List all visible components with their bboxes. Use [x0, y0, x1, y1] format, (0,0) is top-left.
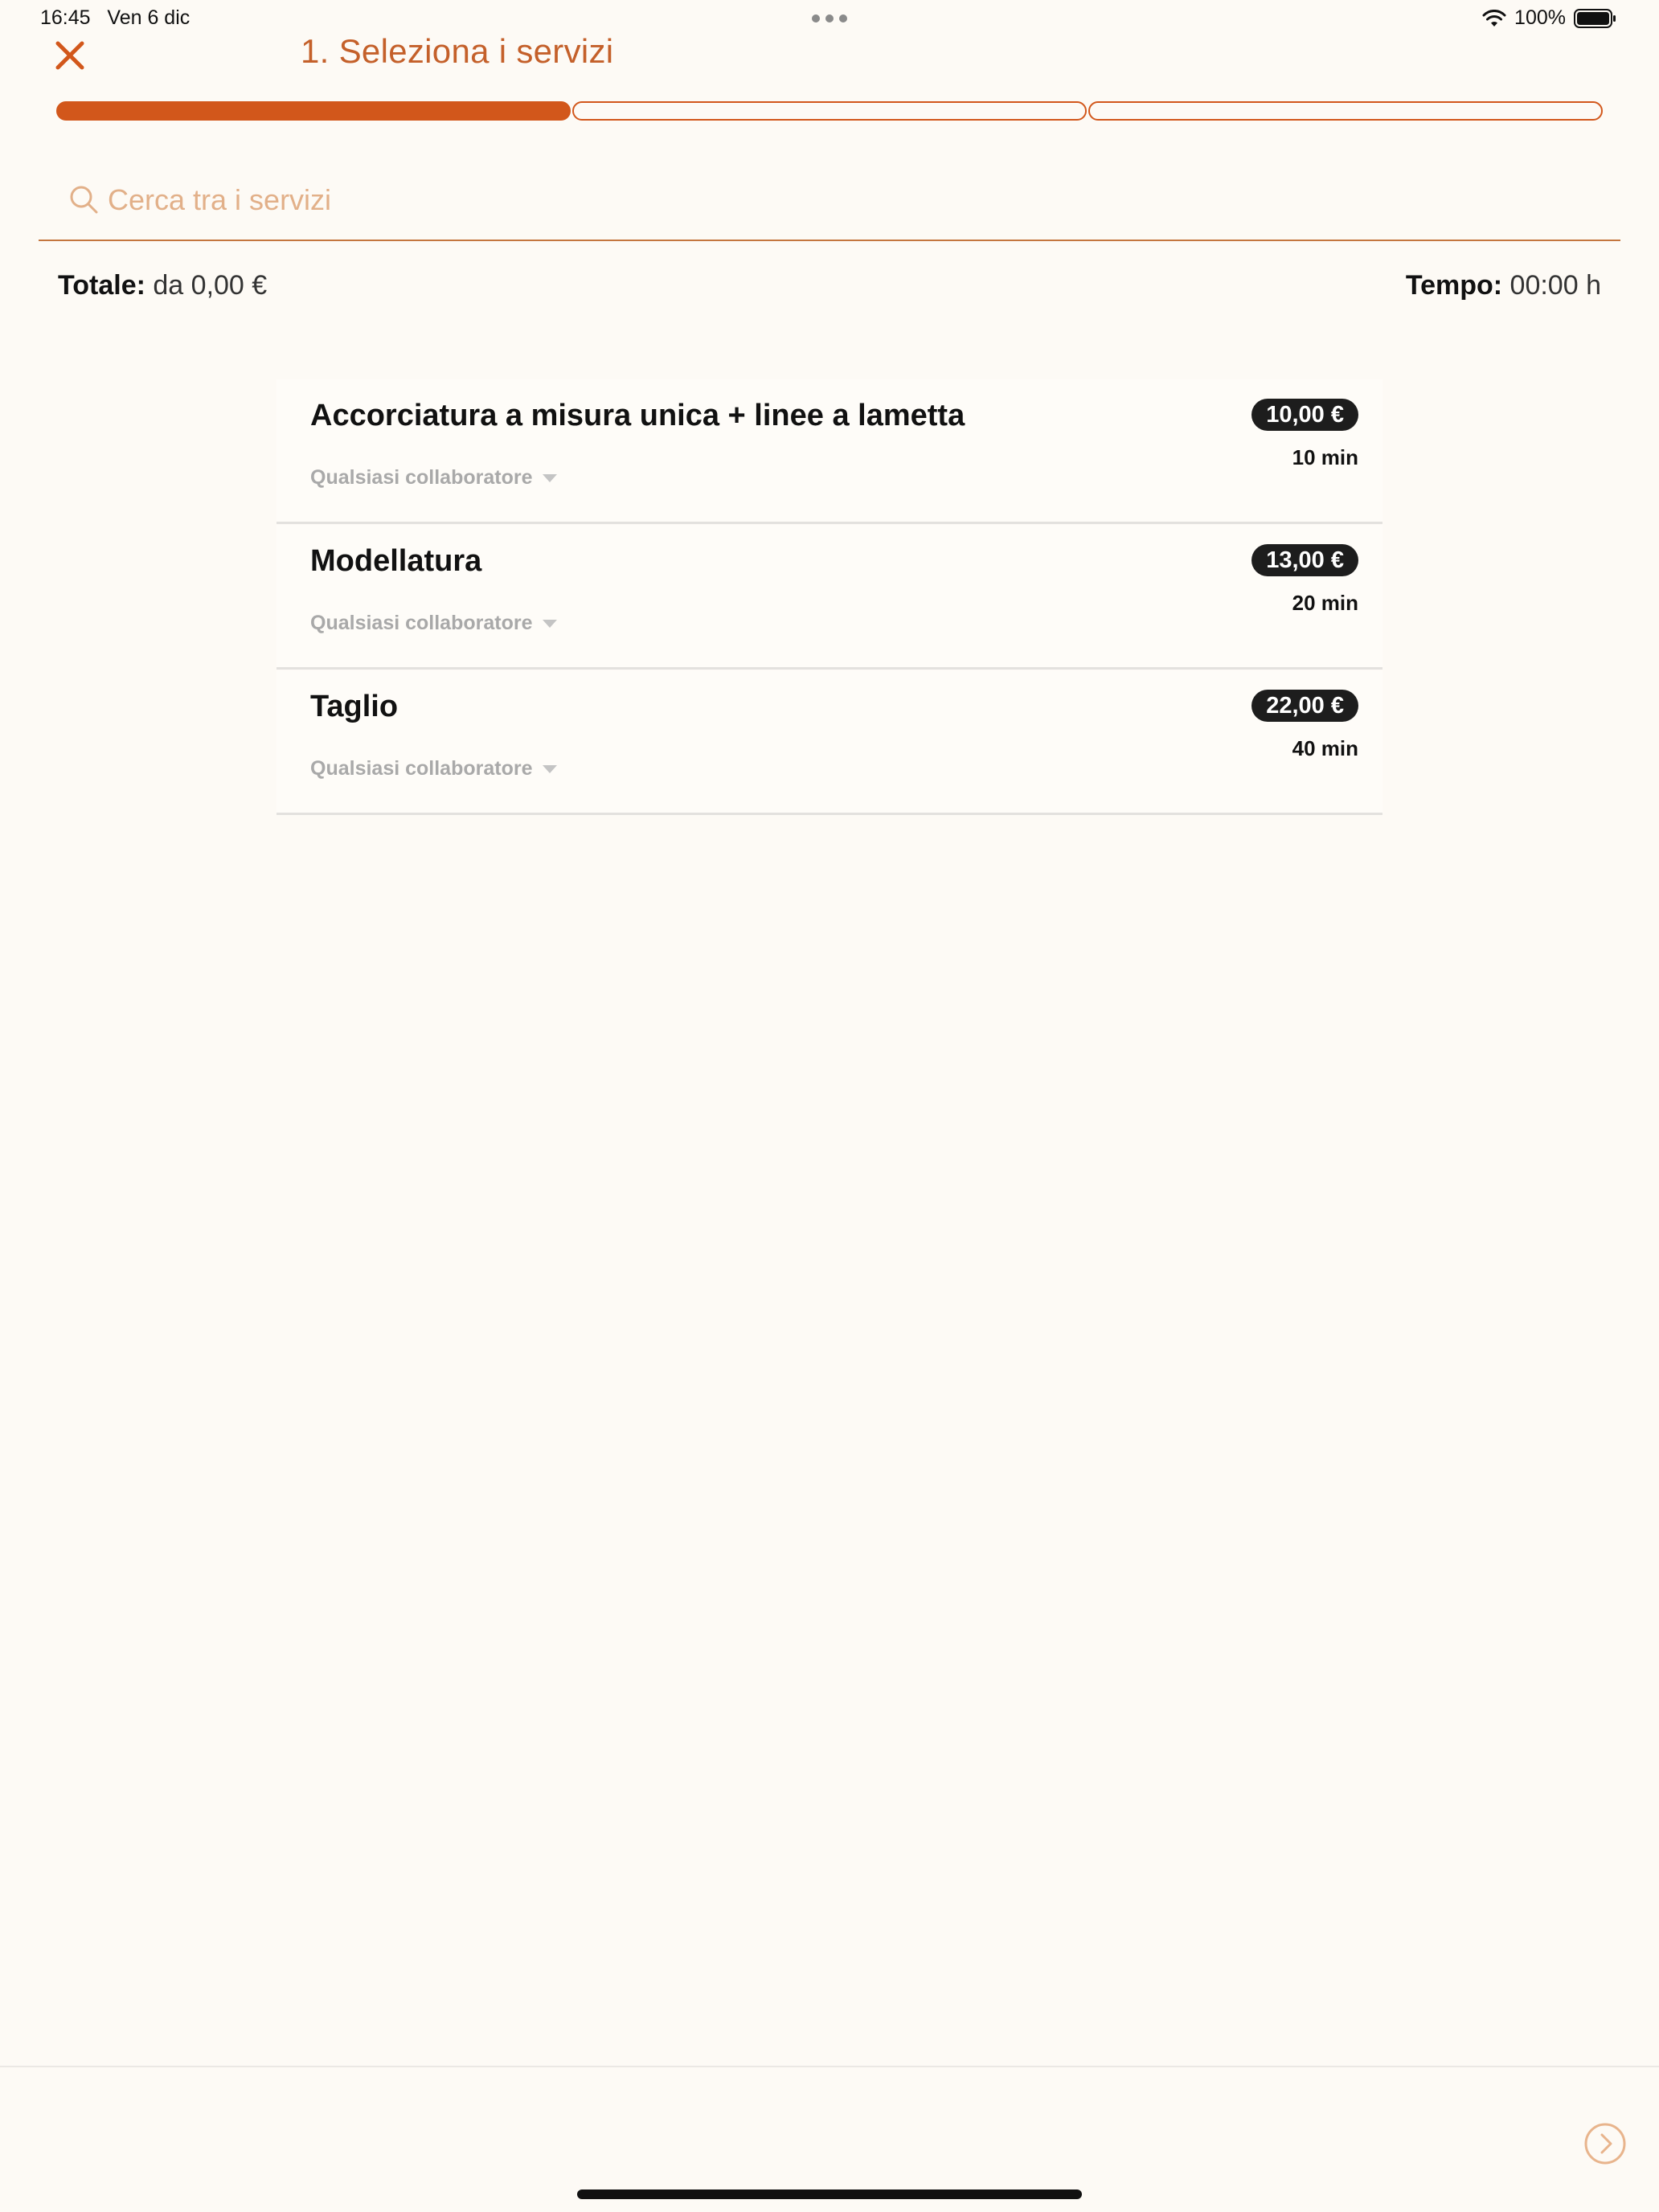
price-badge: 13,00 €	[1251, 544, 1358, 576]
time-summary	[1406, 270, 1601, 301]
wifi-icon	[1482, 10, 1506, 27]
step-2-progress	[572, 101, 1087, 121]
time-label: Tempo:	[1405, 270, 1503, 301]
battery-percentage: 100%	[1514, 6, 1566, 29]
price-badge: 10,00 €	[1251, 399, 1358, 431]
collaborator-label: Qualsiasi collaboratore	[310, 757, 533, 780]
collaborator-dropdown[interactable]	[310, 757, 557, 780]
service-duration: 40 min	[1292, 736, 1358, 760]
time-value: 00:00 h	[1509, 270, 1601, 301]
status-bar-right	[1482, 6, 1617, 30]
search-icon	[68, 183, 100, 215]
status-bar-time	[40, 6, 190, 30]
price-badge: 22,00 €	[1251, 690, 1358, 722]
service-name: Modellatura	[310, 544, 482, 578]
home-indicator[interactable]	[577, 2189, 1082, 2199]
caret-down-icon	[543, 474, 557, 482]
status-time: 16:45	[40, 6, 91, 29]
step-1-progress	[56, 101, 571, 121]
service-name: Taglio	[310, 690, 399, 723]
service-duration: 10 min	[1292, 445, 1358, 469]
search-bar	[39, 169, 1620, 241]
service-list	[276, 379, 1382, 815]
service-card[interactable]	[276, 525, 1382, 670]
service-card[interactable]	[276, 670, 1382, 815]
battery-icon	[1574, 8, 1617, 29]
next-button[interactable]	[1583, 2122, 1627, 2165]
step-3-progress	[1088, 101, 1603, 121]
service-card[interactable]	[276, 379, 1382, 524]
step-progress-bar	[56, 101, 1603, 121]
caret-down-icon	[543, 620, 557, 628]
multitasking-dots-icon[interactable]	[812, 14, 847, 23]
page-title: 1. Seleziona i servizi	[301, 32, 614, 70]
total-label: Totale:	[58, 270, 145, 301]
collaborator-label: Qualsiasi collaboratore	[310, 466, 533, 489]
close-icon[interactable]	[50, 35, 90, 76]
status-date: Ven 6 dic	[107, 6, 190, 29]
search-input[interactable]	[106, 178, 1395, 222]
caret-down-icon	[543, 765, 557, 773]
total-value: da 0,00 €	[153, 270, 268, 301]
collaborator-dropdown[interactable]	[310, 612, 557, 635]
bottom-divider	[0, 2066, 1659, 2067]
total-summary	[58, 270, 267, 301]
collaborator-label: Qualsiasi collaboratore	[310, 612, 533, 634]
service-name: Accorciatura a misura unica + linee a lametta	[310, 399, 965, 432]
chevron-right-circle-icon	[1583, 2122, 1627, 2165]
service-duration: 20 min	[1292, 591, 1358, 615]
collaborator-dropdown[interactable]	[310, 466, 557, 490]
